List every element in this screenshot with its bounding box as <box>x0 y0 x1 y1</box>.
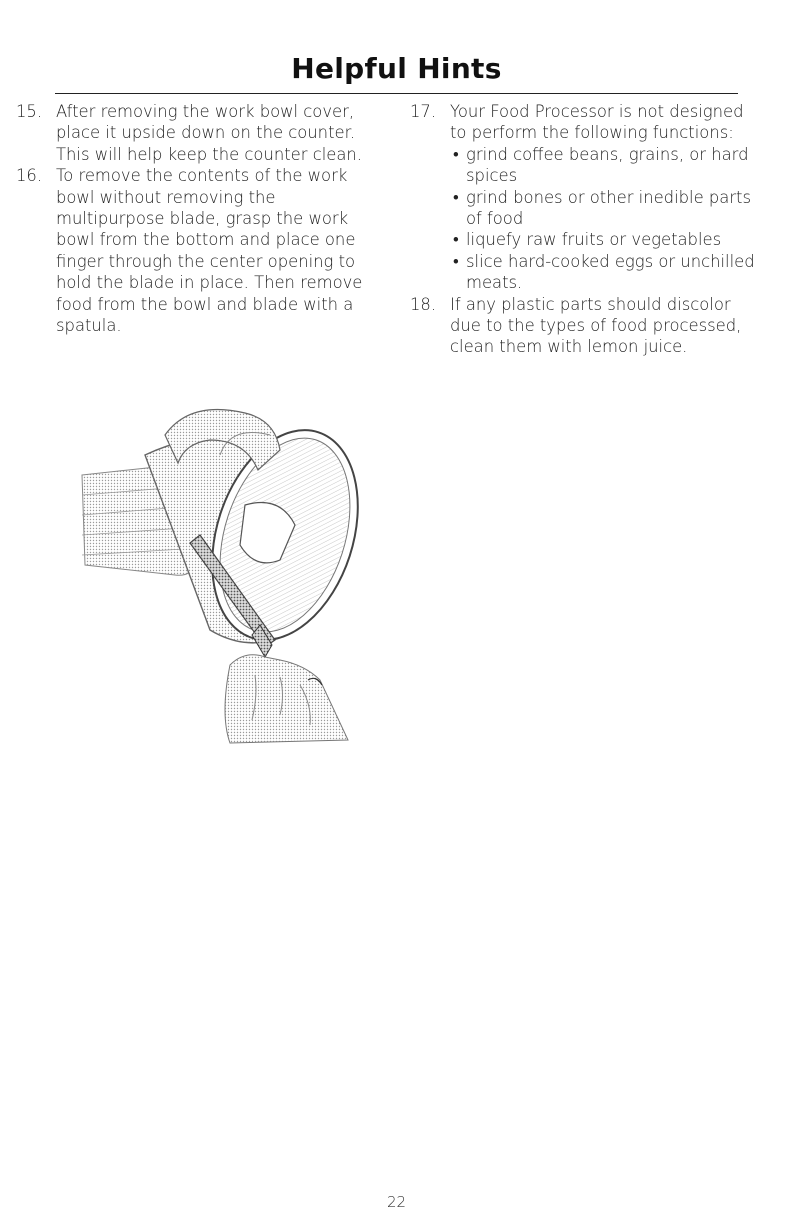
hint-number: 18. <box>410 294 437 314</box>
hint-number: 16. <box>16 166 43 186</box>
hint-number: 17. <box>410 102 437 121</box>
hint-15 <box>16 101 386 165</box>
list-item: • slice hard-cooked eggs or unchilled meats. <box>450 251 760 294</box>
list-item: • grind bones or other inedible parts of food <box>450 187 760 230</box>
hint-text: If any plastic parts should discolor due to the types of food processed, clean them with lemon juice. <box>450 294 742 357</box>
page-number: 22 <box>386 1193 407 1211</box>
left-column <box>16 101 386 336</box>
hint-18 <box>410 294 760 358</box>
hint-body <box>450 101 760 294</box>
list-item: • liquefy raw fruits or vegetables <box>450 229 760 250</box>
bullet-icon: • <box>453 230 459 250</box>
function-list <box>450 144 760 294</box>
bullet-icon: • <box>453 251 459 271</box>
hint-text: To remove the contents of the work bowl without removing the multipurpose blade, grasp the work bowl from the bottom and place one finger through the center opening to hold the blade in place. Then remove food from the bowl and blade with a spatula. <box>56 166 363 336</box>
hint-number: 15. <box>16 102 43 121</box>
hint-17 <box>410 101 760 294</box>
hint-text: Your Food Processor is not designed to perform the following functions: <box>450 102 744 143</box>
hint-text: After removing the work bowl cover, place it upside down on the counter. This will help keep the counter clean. <box>56 102 362 164</box>
page-title: Helpful Hints <box>291 52 502 85</box>
hint-16 <box>16 165 386 336</box>
list-item: • grind coffee beans, grains, or hard spices <box>450 144 760 187</box>
bullet-icon: • <box>453 187 459 207</box>
title-divider <box>55 93 738 94</box>
right-column <box>410 101 760 358</box>
bowl-and-spatula-illustration <box>80 395 380 750</box>
bullet-icon: • <box>453 144 459 164</box>
